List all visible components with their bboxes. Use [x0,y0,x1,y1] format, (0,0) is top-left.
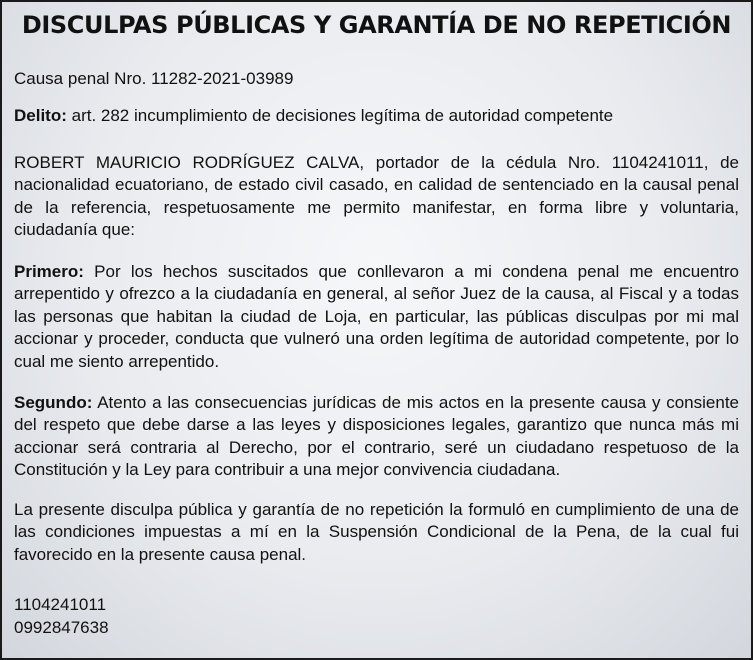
offense-text: art. 282 incumplimiento de decisiones legítima de autoridad competente [66,106,614,125]
second-point-paragraph [14,392,739,482]
offense-label: Delito: [14,106,67,125]
notice-title: DISCULPAS PÚBLICAS Y GARANTÍA DE NO REPETICIÓN [21,11,732,39]
first-point-paragraph [14,261,739,373]
case-number: Causa penal Nro. 11282-2021-03989 [14,69,294,88]
first-point-label: Primero: [14,262,84,281]
id-number: 1104241011 [14,595,107,614]
closing-paragraph: La presente disculpa pública y garantía de no repetición la formuló en cumplimiento de una de las condiciones impuestas a mí en la Suspensión Condicional de la Pena, de la cual fui favorecido en la presente causa penal. [14,500,739,564]
intro-paragraph: ROBERT MAURICIO RODRÍGUEZ CALVA, portador de la cédula Nro. 1104241011, de nacionalidad ecuatoriano, de estado civil casado, en calidad de sentenciado en la causal penal de la referencia, respetuosamente me permito manifestar, en forma libre y voluntaria, ciudadanía que: [14,153,739,240]
phone-number: 0992847638 [14,618,109,637]
second-point-label: Segundo: [14,393,93,412]
offense-line [14,105,739,126]
second-point-text: Atento a las consecuencias jurídicas de mis actos en la presente causa y consiente del respeto que debe darse a las leyes y disposiciones legales, garantizo que nunca más mi accionar será contraria al Derecho, por el contrario, seré un ciudadano respetuoso de la Constitución y la Ley para contribuir a una mejor convivencia ciudadana. [14,393,739,480]
first-point-text: Por los hechos suscitados que conllevaron a mi condena penal me encuentro arrepentido y ofrezco a la ciudadanía en general, al señor Juez de la causa, al Fiscal y a todas las personas que habitan la ciudad de Loja, en particular, las públicas disculpas por mi mal accionar y proceder, conducta que vulneró una orden legítima de autoridad competente, por lo cual me siento arrepentido. [14,262,739,371]
